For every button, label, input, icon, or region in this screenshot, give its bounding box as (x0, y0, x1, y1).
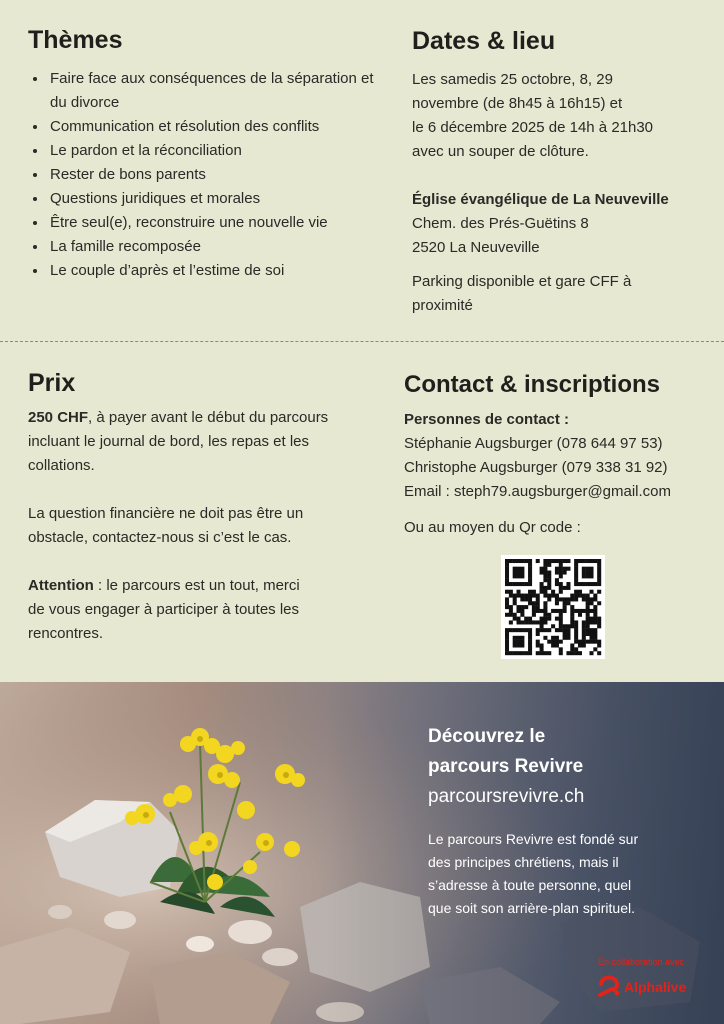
promo-description: s’adresse à toute personne, quel (428, 877, 632, 893)
contact-person: Stéphanie Augsburger (078 644 97 53) (404, 435, 663, 452)
dates-section (412, 26, 712, 318)
price-text: , à payer avant le début du parcours (88, 409, 329, 426)
contact-title: Contact & inscriptions (404, 371, 661, 398)
price-section (28, 368, 388, 646)
qr-label: Ou au moyen du Qr code : (404, 519, 581, 536)
finance-line: obstacle, contactez-nous si c’est le cas. (28, 529, 292, 546)
promo-description: des principes chrétiens, mais il (428, 854, 619, 870)
attention-line (28, 574, 388, 598)
venue-street: Chem. des Prés-Guëtins 8 (412, 215, 589, 232)
attention-label: Attention (28, 577, 94, 594)
spacer (28, 478, 388, 502)
dates-title: Dates & lieu (412, 27, 556, 55)
promo-title: Découvrez le (428, 726, 546, 747)
list-item: • Faire face aux conséquences de la séparation et du divorce (48, 67, 388, 115)
contact-person: Christophe Augsburger (079 338 31 92) (404, 459, 668, 476)
contact-email[interactable]: Email : steph79.augsburger@gmail.com (404, 483, 672, 500)
attention-text: : le parcours est un tout, merci (93, 577, 300, 594)
themes-title: Thèmes (28, 26, 123, 54)
price-title: Prix (28, 369, 76, 397)
dates-line: novembre (de 8h45 à 16h15) et (412, 95, 623, 112)
price-line: incluant le journal de bord, les repas et les (28, 433, 310, 450)
parking-line: proximité (412, 297, 473, 314)
list-item: • Le couple d’après et l’estime de soi (48, 259, 388, 283)
attention-line: rencontres. (28, 625, 104, 642)
attention-line: de vous engager à participer à toutes les (28, 601, 300, 618)
price-amount: 250 CHF (28, 409, 89, 426)
price-line: collations. (28, 457, 95, 474)
dates-line: le 6 décembre 2025 de 14h à 21h30 (412, 119, 654, 136)
list-item: • Le pardon et la réconciliation (48, 139, 388, 163)
price-line (28, 406, 388, 430)
contact-section (404, 370, 714, 540)
list-item: • Rester de bons parents (48, 163, 388, 187)
qr-code-graphic (501, 555, 605, 659)
alphalive-logo-icon (598, 975, 622, 999)
parking-line: Parking disponible et gare CFF à (412, 273, 632, 290)
promo-description: Le parcours Revivre est fondé sur (428, 831, 639, 847)
list-item: • Communication et résolution des conflits (48, 115, 388, 139)
finance-line: La question financière ne doit pas être un (28, 505, 304, 522)
list-item: • Être seul(e), reconstruire une nouvelle vie (48, 211, 388, 235)
spacer (412, 164, 712, 188)
collaboration-label: En collaboration avec (598, 957, 685, 967)
spacer (28, 550, 388, 574)
themes-section (28, 26, 388, 283)
alphalive-logo-text: Alphalive (624, 979, 687, 995)
dashed-divider (0, 341, 724, 342)
spacer (404, 504, 714, 516)
promo-url[interactable]: parcoursrevivre.ch (428, 786, 585, 807)
qr-code[interactable] (501, 555, 605, 659)
list-item: • La famille recomposée (48, 235, 388, 259)
promo-block (428, 722, 718, 920)
contact-persons-label: Personnes de contact : (404, 411, 570, 428)
venue-city: 2520 La Neuveville (412, 239, 540, 256)
alphalive-logo (598, 975, 686, 999)
dates-line: Les samedis 25 octobre, 8, 29 (412, 71, 613, 88)
promo-description: que soit son arrière-plan spirituel. (428, 900, 635, 916)
themes-list (28, 67, 388, 283)
dates-line: avec un souper de clôture. (412, 143, 589, 160)
venue-name: Église évangélique de La Neuveville (412, 191, 669, 208)
spacer (412, 260, 712, 270)
promo-title: parcours Revivre (428, 756, 584, 777)
list-item: • Questions juridiques et morales (48, 187, 388, 211)
